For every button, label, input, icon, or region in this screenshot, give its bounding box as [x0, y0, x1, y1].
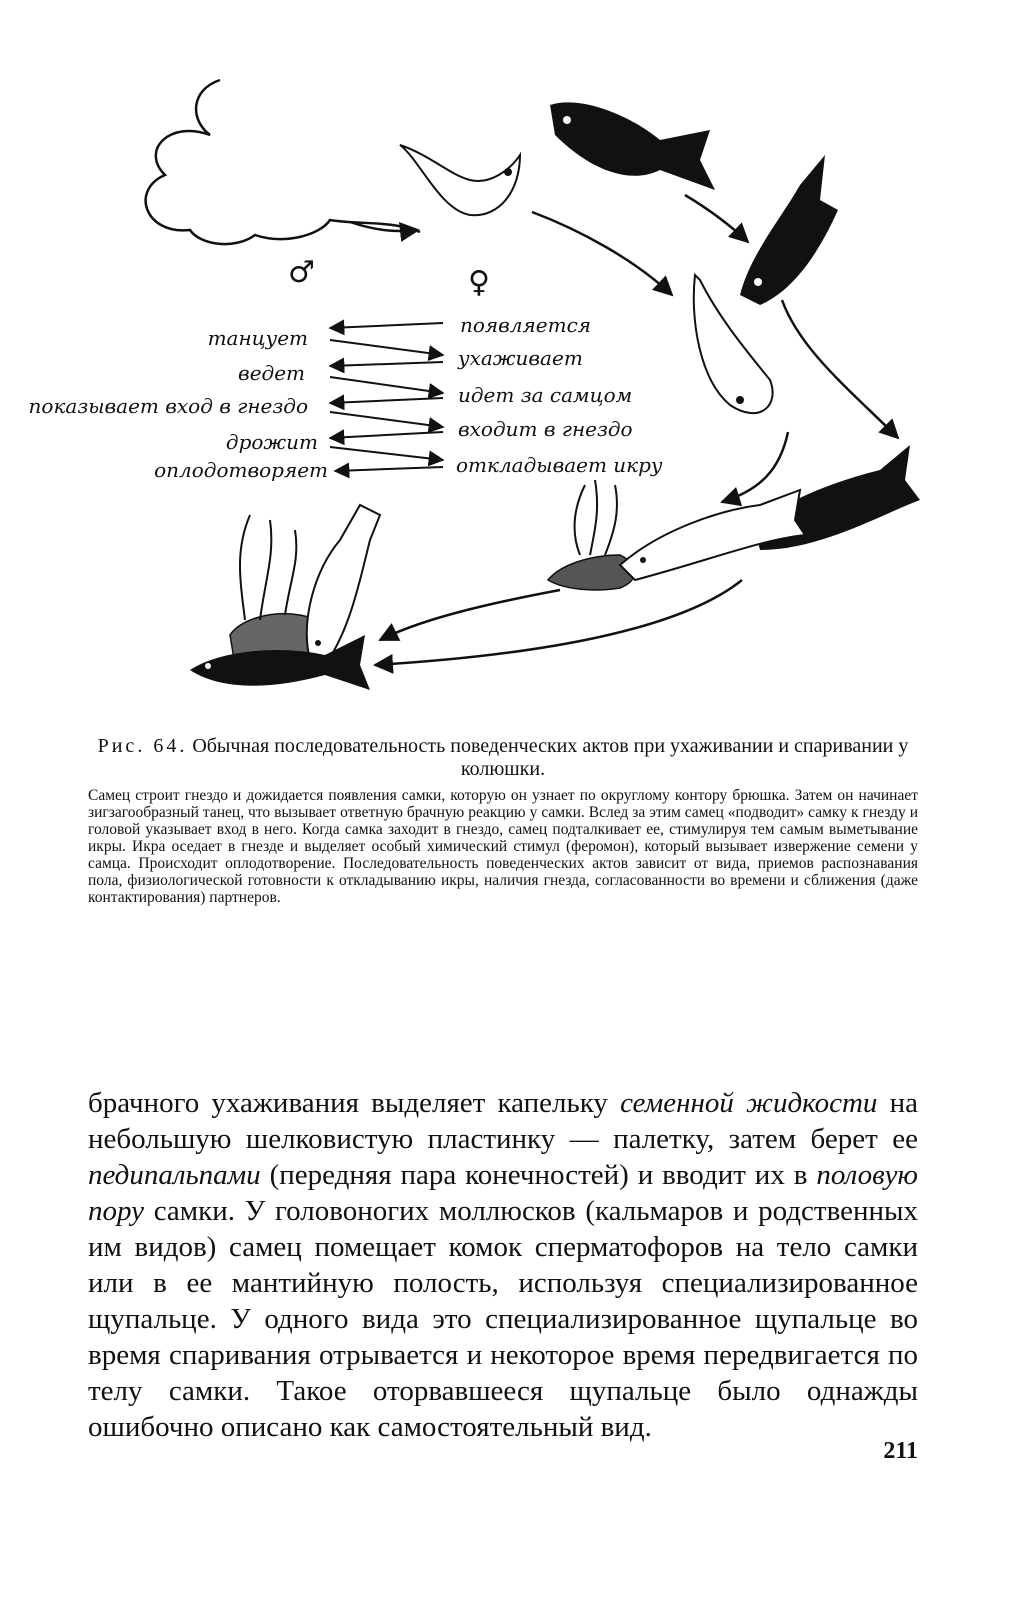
female-action-2: идет за самцом [458, 383, 633, 407]
arrow-to-bottom-nest-1 [380, 590, 560, 640]
female-fish-top [400, 145, 520, 215]
female-action-4: откладывает икру [456, 453, 663, 477]
body-paragraph [88, 1085, 918, 1445]
nest-scene-bottom [190, 505, 380, 690]
term-pedipalps: педипальпами [88, 1159, 261, 1191]
male-action-3: дрожит [225, 430, 318, 454]
term-genital-pore: половую пору [88, 1159, 918, 1227]
male-fish-top-right [550, 102, 715, 190]
male-symbol: ♂ [288, 255, 315, 290]
body-text-3: (передняя пара конечностей) и вводит их в [260, 1159, 817, 1191]
female-action-1: ухаживает [458, 346, 583, 370]
arrow-right-down [782, 300, 898, 438]
female-action-0: появляется [460, 313, 592, 337]
arrow-female-down [532, 212, 672, 295]
female-symbol: ♀ [468, 265, 490, 300]
male-action-4: оплодотворяет [154, 458, 328, 482]
nest-scene-middle [548, 480, 805, 590]
caption-title-text: Обычная последовательность поведенческих актов при ухаживании и спаривании у колюшки. [192, 735, 909, 780]
figure-caption [88, 735, 918, 906]
male-action-0: танцует [207, 326, 308, 350]
female-action-3: входит в гнездо [458, 417, 633, 441]
male-action-1: ведет [238, 361, 305, 385]
page-number: 211 [883, 1438, 918, 1464]
term-seminal-fluid: семенной жидкости [620, 1087, 878, 1119]
body-text-4: самки. У головоногих моллюсков (кальмаров и родственных им видов) самец помещает комок сперматофоров на тело самки или в ее мантийную полость, используя специализированное щупальце. У одного вида это специализированное щупальце во время спаривания отрывается и некоторое время передвигается по телу самки. Такое оторвавшееся щупальце было однажды ошибочно описано как самостоятельный вид. [88, 1195, 918, 1443]
male-fish-right [740, 155, 838, 305]
arrow-male-to-male [685, 195, 748, 242]
body-text-2: на небольшую шелковистую пластинку — палетку, затем берет ее [88, 1087, 918, 1155]
body-text-1: брачного ухаживания выделяет капельку [88, 1087, 621, 1119]
figure-label: Рис. 64. [97, 735, 188, 757]
interaction-arrows [330, 323, 443, 471]
caption-title [88, 735, 918, 781]
arrow-to-nest [722, 432, 788, 502]
caption-body: Самец строит гнездо и дожидается появления самки, которую он узнает по округлому контору брюшка. Затем он начинает зигзагообразный танец, что вызывает ответную брачную реакцию у самки. Вслед за этим самец «подводит» самку к гнезду и головой указывает вход в него. Когда самка заходит в гнездо, самец подталкивает ее, стимулируя тем самым выметывание икры. Икра оседает в гнезде и выделяет особый химический стимул (феромон), который вызывает извержение семени у самца. Происходит оплодотворение. Последовательность поведенческих актов зависит от вида, приемов распознавания пола, физиологической готовности к откладыванию икры, наличия гнезда, согласованности во времени и сближения (даже контактирования) партнеров. [88, 787, 918, 906]
stickleback-courtship-diagram [28, 60, 960, 710]
male-action-2: показывает вход в гнездо [28, 394, 308, 418]
arrow-to-bottom-nest-2 [375, 580, 742, 665]
cloud-outline [146, 80, 420, 244]
